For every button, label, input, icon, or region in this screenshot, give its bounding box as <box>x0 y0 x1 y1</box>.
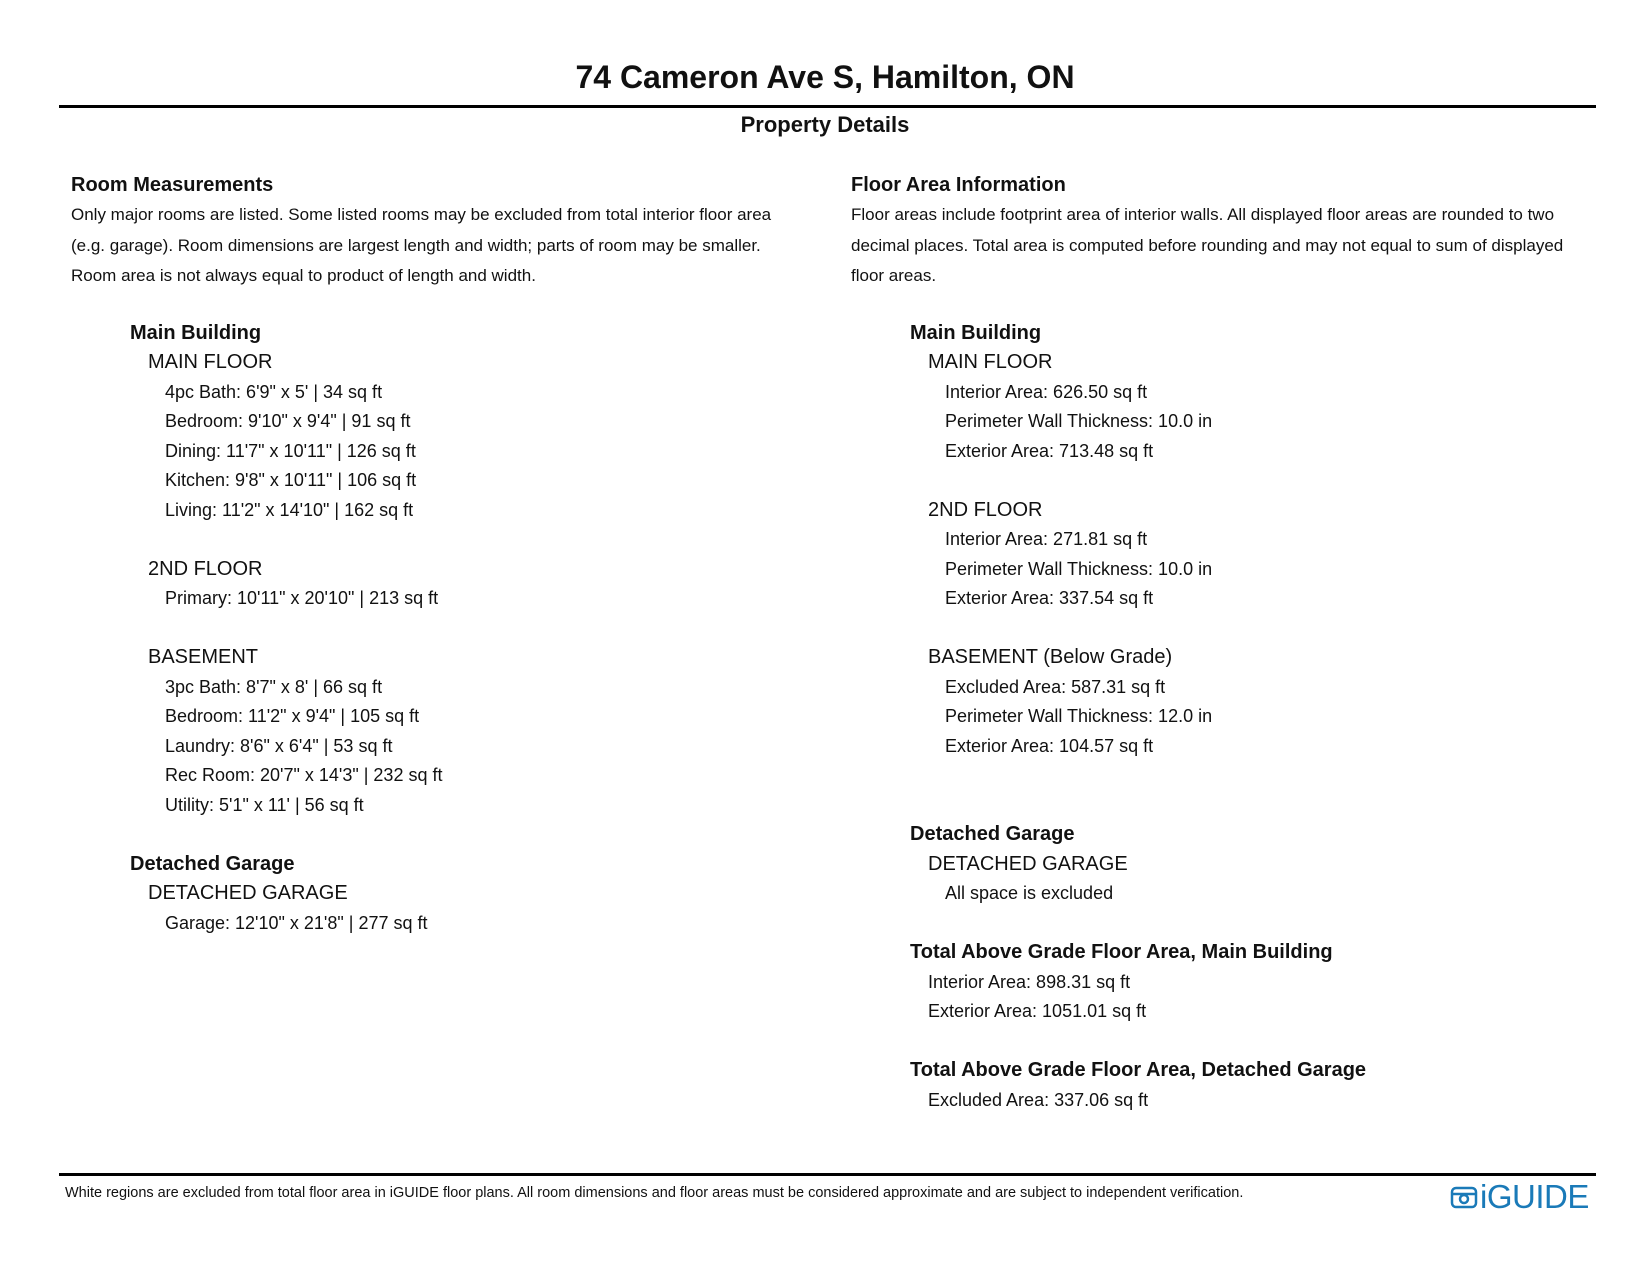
room-item: Primary: 10'11" x 20'10" | 213 sq ft <box>165 588 439 608</box>
area-item: Interior Area: 271.81 sq ft <box>945 529 1148 549</box>
total-item: Excluded Area: 337.06 sq ft <box>928 1089 1149 1110</box>
floor-label: MAIN FLOOR <box>148 351 273 373</box>
room-item: Bedroom: 9'10" x 9'4" | 91 sq ft <box>165 411 411 431</box>
floor-label: BASEMENT <box>148 646 259 668</box>
floor-label: MAIN FLOOR <box>928 351 1053 373</box>
area-item: Exterior Area: 104.57 sq ft <box>945 735 1154 756</box>
floor-area-heading: Floor Area Information <box>851 174 1066 196</box>
floor-area-description <box>851 200 1621 292</box>
description-line: decimal places. Total area is computed before rounding and may not equal to sum of displayed <box>851 235 1564 255</box>
page-title: 74 Cameron Ave S, Hamilton, ON <box>575 59 1075 95</box>
building-label: Detached Garage <box>910 823 1075 845</box>
room-item: Kitchen: 9'8" x 10'11" | 106 sq ft <box>165 470 417 490</box>
floor-label: 2ND FLOOR <box>148 557 263 580</box>
floor-area-list <box>851 319 1621 1116</box>
room-measurements-description <box>71 200 841 292</box>
description-line: Floor areas include footprint area of interior walls. All displayed floor areas are rounded to two <box>851 205 1555 224</box>
room-item: Utility: 5'1" x 11' | 56 sq ft <box>165 794 364 815</box>
description-line: Only major rooms are listed. Some listed rooms may be excluded from total interior floor area <box>71 205 772 224</box>
floor-label: 2ND FLOOR <box>928 498 1043 521</box>
page-subtitle: Property Details <box>740 112 910 137</box>
total-main-label: Total Above Grade Floor Area, Main Building <box>910 941 1333 963</box>
building-label: Detached Garage <box>130 852 295 875</box>
area-item: Perimeter Wall Thickness: 10.0 in <box>945 411 1213 431</box>
room-item: Dining: 11'7" x 10'11" | 126 sq ft <box>165 440 416 461</box>
room-item: Living: 11'2" x 14'10" | 162 sq ft <box>165 499 414 520</box>
floor-label: DETACHED GARAGE <box>148 882 348 904</box>
footer-disclaimer: White regions are excluded from total floor area in iGUIDE floor plans. All room dimensions and floor areas must be considered approximate and are subject to independent verification. <box>65 1185 1244 1201</box>
room-measurements-section <box>71 170 841 938</box>
building-label: Main Building <box>910 321 1042 344</box>
total-item: Exterior Area: 1051.01 sq ft <box>928 1001 1147 1021</box>
description-line: Room area is not always equal to product of length and width. <box>71 266 536 285</box>
floor-area-section <box>851 170 1621 1115</box>
header-divider <box>59 105 1596 108</box>
description-line: (e.g. garage). Room dimensions are largest length and width; parts of room may be smaller. <box>71 235 761 255</box>
area-item: Perimeter Wall Thickness: 10.0 in <box>945 558 1213 579</box>
camera-icon <box>1450 1183 1478 1211</box>
total-item: Interior Area: 898.31 sq ft <box>928 971 1131 992</box>
area-item: Excluded Area: 587.31 sq ft <box>945 676 1166 697</box>
room-item: Rec Room: 20'7" x 14'3" | 232 sq ft <box>165 765 443 785</box>
floor-label: BASEMENT (Below Grade) <box>928 646 1173 668</box>
description-line: floor areas. <box>851 266 937 285</box>
footer-divider <box>59 1173 1596 1176</box>
building-label: Main Building <box>130 321 262 344</box>
area-item: Exterior Area: 337.54 sq ft <box>945 588 1154 608</box>
room-item: 3pc Bath: 8'7" x 8' | 66 sq ft <box>165 676 383 697</box>
area-item: Perimeter Wall Thickness: 12.0 in <box>945 706 1213 726</box>
room-item: 4pc Bath: 6'9" x 5' | 34 sq ft <box>165 381 383 402</box>
area-item: All space is excluded <box>945 883 1114 903</box>
area-item: Exterior Area: 713.48 sq ft <box>945 440 1154 461</box>
floor-label: DETACHED GARAGE <box>928 852 1128 875</box>
room-item: Garage: 12'10" x 21'8" | 277 sq ft <box>165 912 428 933</box>
room-measurements-heading: Room Measurements <box>71 174 274 196</box>
iguide-logo <box>1450 1178 1589 1215</box>
room-list <box>71 319 841 939</box>
total-garage-label: Total Above Grade Floor Area, Detached Garage <box>910 1059 1367 1081</box>
room-item: Bedroom: 11'2" x 9'4" | 105 sq ft <box>165 706 420 726</box>
area-item: Interior Area: 626.50 sq ft <box>945 381 1148 402</box>
logo-text: iGUIDE <box>1480 1178 1589 1215</box>
room-item: Laundry: 8'6" x 6'4" | 53 sq ft <box>165 735 393 756</box>
